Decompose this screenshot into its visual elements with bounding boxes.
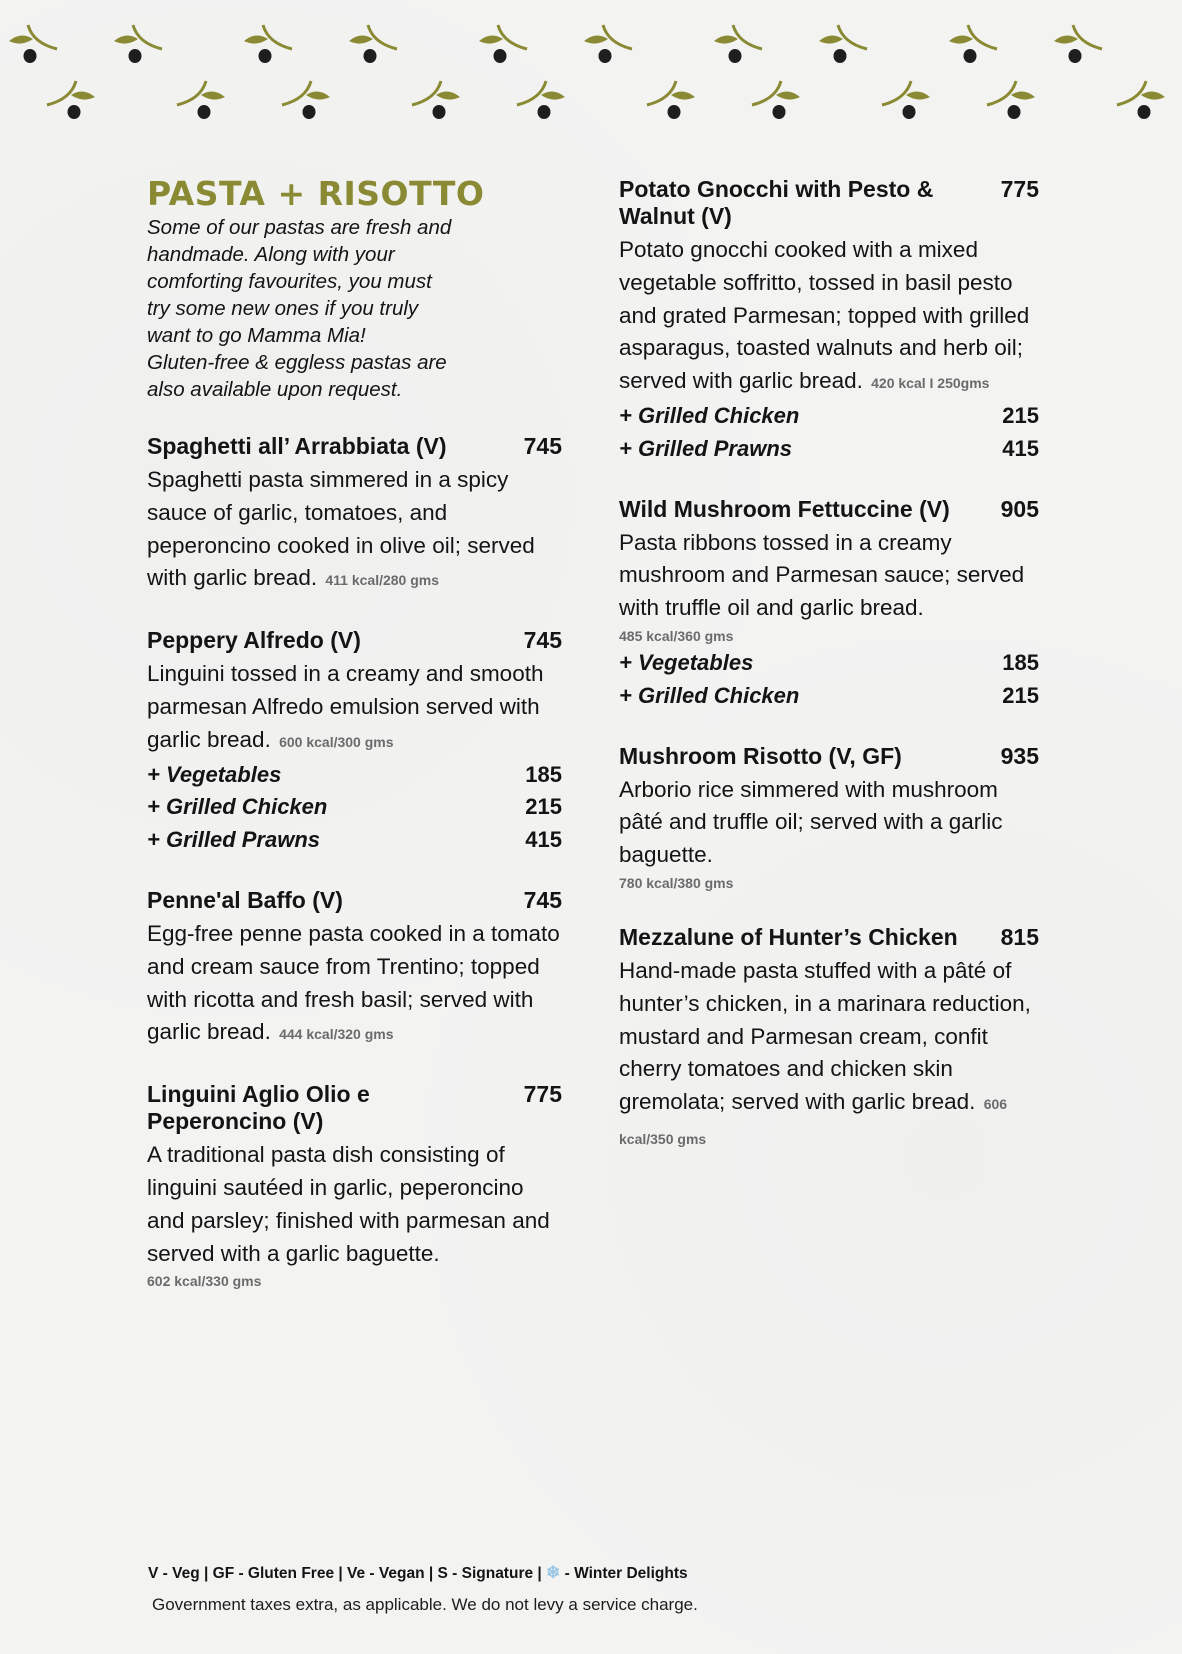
menu-item-price: 745 [523, 886, 562, 913]
olive-sprig-icon [282, 81, 330, 119]
addon-label: + Grilled Prawns [619, 435, 793, 461]
olive-sprig-icon [882, 81, 930, 119]
menu-item [147, 887, 562, 1051]
addon-row [619, 647, 1039, 680]
calorie-info: 606 kcal/350 gms [619, 1096, 1008, 1147]
description-text: Pasta ribbons tossed in a creamy mushroom and Parmesan sauce; served with truffle oil and garlic bread. [619, 529, 1025, 621]
menu-item-header [619, 176, 1039, 230]
addon-row [147, 824, 562, 857]
menu-item-header [147, 627, 562, 654]
menu-item-header [147, 1081, 562, 1135]
menu-item-description [147, 918, 562, 1051]
menu-item-name: Mushroom Risotto (V, GF) [619, 742, 902, 769]
right-column [619, 176, 1039, 1156]
olive-sprig-icon [714, 25, 762, 63]
addon-label: + Vegetables [147, 761, 282, 787]
menu-item-description [147, 464, 562, 597]
addon-price: 215 [1002, 682, 1039, 708]
right-menu-list [619, 176, 1039, 1156]
menu-item-description [619, 955, 1039, 1156]
calorie-info: 600 kcal/300 gms [279, 733, 394, 750]
addon-price: 185 [525, 761, 562, 787]
calorie-info: 602 kcal/330 gms [147, 1273, 262, 1290]
left-column [147, 176, 562, 1292]
olive-sprig-icon [47, 81, 95, 119]
legend-winter-text: - Winter Delights [560, 1565, 688, 1582]
menu-item [147, 433, 562, 597]
menu-item-price: 905 [1000, 495, 1039, 522]
addon-price: 185 [1002, 649, 1039, 675]
addon-price: 415 [1002, 435, 1039, 461]
description-text: Potato gnocchi cooked with a mixed vegetable soffritto, tossed in basil pesto and grated Parmesan; topped with grilled asparagus, toasted walnuts and herb oil; served with garlic bread. [619, 237, 1030, 394]
menu-item [619, 176, 1039, 466]
menu-item-header [619, 743, 1039, 770]
menu-item-price: 745 [523, 627, 562, 654]
menu-item-name: Wild Mushroom Fettuccine (V) [619, 495, 950, 522]
olive-sprig-icon [987, 81, 1035, 119]
menu-item-price: 935 [1000, 742, 1039, 769]
menu-item [147, 627, 562, 857]
menu-item-name: Mezzalune of Hunter’s Chicken [619, 923, 958, 950]
menu-item [619, 743, 1039, 894]
olive-sprig-icon [479, 25, 527, 63]
olive-sprig-icon [819, 25, 867, 63]
addon-row [619, 433, 1039, 466]
olive-sprig-icon [114, 25, 162, 63]
olive-sprig-icon [517, 81, 565, 119]
addon-label: + Grilled Chicken [619, 682, 800, 708]
menu-item-name: Potato Gnocchi with Pesto & Walnut (V) [619, 176, 934, 229]
addon-row [619, 680, 1039, 713]
olive-sprig-icon [949, 25, 997, 63]
olive-sprig-icon [647, 81, 695, 119]
menu-item-name: Peppery Alfredo (V) [147, 627, 361, 654]
legend-text: V - Veg | GF - Gluten Free | Ve - Vegan | S - Signature | [148, 1565, 547, 1582]
addon-label: + Grilled Prawns [147, 827, 321, 853]
dietary-legend [148, 1562, 848, 1585]
menu-item-name: Penne'al Baffo (V) [147, 886, 343, 913]
menu-item-description [619, 234, 1039, 400]
olive-sprig-icon [412, 81, 460, 119]
menu-item-price: 775 [523, 1081, 562, 1108]
olive-sprig-icon [244, 25, 292, 63]
olive-sprig-icon [752, 81, 800, 119]
olive-sprig-icon [1117, 81, 1165, 119]
section-title: PASTA + RISOTTO [147, 174, 485, 213]
menu-item-header [619, 924, 1039, 951]
menu-item-header [147, 887, 562, 914]
description-text: Hand-made pasta stuffed with a pâté of hunter’s chicken, in a marinara reduction, mustard and Parmesan cream, confit cherry tomatoes and chicken skin gremolata; served with garlic bread. [619, 957, 1031, 1115]
menu-item-price: 815 [1000, 923, 1039, 950]
olive-sprig-icon [1054, 25, 1102, 63]
calorie-info: 411 kcal/280 gms [325, 572, 440, 589]
menu-item-description [147, 1139, 562, 1292]
calorie-info: 780 kcal/380 gms [619, 874, 734, 891]
olive-sprig-icon [9, 25, 57, 63]
menu-item [619, 924, 1039, 1156]
section-intro: Some of our pastas are fresh and handmade. Along with your comforting favourites, you must try some new ones if you truly want to go Mamma Mia! Gluten-free & eggless pastas are also available upon request. [147, 216, 452, 401]
addon-row [147, 791, 562, 824]
menu-item-description [619, 527, 1039, 647]
olive-sprig-icon [177, 81, 225, 119]
footer [148, 1562, 848, 1617]
calorie-info: 444 kcal/320 gms [279, 1026, 394, 1043]
menu-item-name: Spaghetti all’ Arrabbiata (V) [147, 433, 447, 459]
menu-item-name: Linguini Aglio Olio e Peperoncino (V) [147, 1081, 370, 1135]
calorie-info: 485 kcal/360 gms [619, 627, 734, 644]
addon-price: 415 [525, 827, 562, 853]
description-text: Arborio rice simmered with mushroom pâté and truffle oil; served with a garlic baguette. [619, 776, 1003, 868]
calorie-info: 420 kcal I 250gms [871, 375, 990, 392]
menu-item-price: 745 [523, 433, 562, 459]
menu-item-description [147, 658, 562, 758]
menu-item-header [619, 496, 1039, 523]
menu-item-header [147, 433, 562, 460]
description-text: Spaghetti pasta simmered in a spicy sauce of garlic, tomatoes, and peperoncino cooked in olive oil; served with garlic bread. [147, 467, 535, 591]
menu-item [619, 496, 1039, 713]
olive-sprig-icon [584, 25, 632, 63]
description-text: Egg-free penne pasta cooked in a tomato and cream sauce from Trentino; topped with ricotta and fresh basil; served with garlic bread. [147, 920, 560, 1045]
menu-item [147, 1081, 562, 1292]
menu-item-description [619, 774, 1039, 894]
addon-label: + Grilled Chicken [619, 402, 800, 428]
left-menu-list [147, 433, 562, 1292]
addon-label: + Vegetables [619, 649, 754, 675]
snowflake-icon: ❄ [546, 1563, 561, 1582]
menu-item-price: 775 [1000, 176, 1039, 202]
addon-label: + Grilled Chicken [147, 794, 328, 820]
tax-note: Government taxes extra, as applicable. We do not levy a service charge. [152, 1595, 698, 1614]
addon-row [619, 400, 1039, 433]
addon-row [147, 759, 562, 792]
olive-sprig-icon [349, 25, 397, 63]
olive-sprig-pattern [0, 0, 1182, 130]
addon-price: 215 [525, 794, 562, 820]
description-text: Linguini tossed in a creamy and smooth parmesan Alfredo emulsion served with garlic bread. [147, 661, 544, 752]
description-text: A traditional pasta dish consisting of linguini sautéed in garlic, peperoncino and parsley; finished with parmesan and served with a garlic baguette. [147, 1142, 550, 1266]
addon-price: 215 [1002, 402, 1039, 428]
